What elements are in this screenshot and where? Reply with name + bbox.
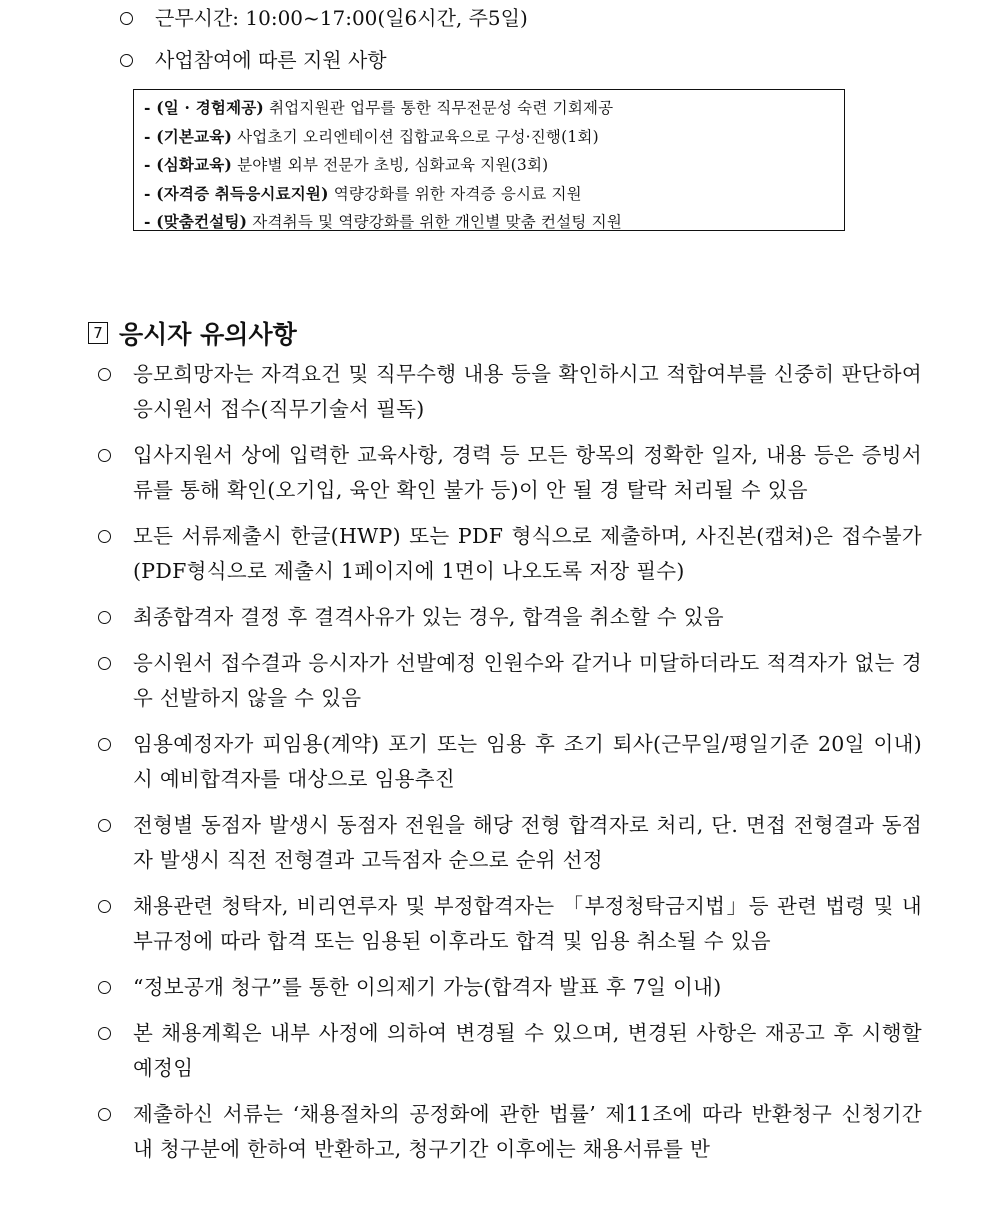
support-text: 자격취득 및 역량강화를 위한 개인별 맞춤 컨설팅 지원 (247, 213, 622, 231)
list-item (98, 357, 922, 427)
support-text: 취업지원관 업무를 통한 직무전문성 숙련 기회제공 (263, 99, 614, 117)
circle-bullet-icon (98, 449, 111, 462)
list-item (98, 889, 922, 959)
support-line (144, 123, 844, 152)
list-item (98, 438, 922, 508)
note-text: 채용관련 청탁자, 비리연루자 및 부정합격자는 「부정청탁금지법」등 관련 법령 및 내부규정에 따라 합격 또는 임용된 이후라도 합격 및 임용 취소될 수 있음 (133, 894, 922, 953)
note-text: 입사지원서 상에 입력한 교육사항, 경력 등 모든 항목의 정확한 일자, 내용 등은 증빙서류를 통해 확인(오기입, 육안 확인 불가 등)이 안 될 경 탈락 처리될 수 있음 (133, 443, 922, 502)
circle-bullet-icon (98, 1108, 111, 1121)
circle-bullet-icon (120, 12, 133, 25)
list-item (98, 727, 922, 797)
list-item (98, 1016, 922, 1086)
support-text: 분야별 외부 전문가 초빙, 심화교육 지원(3회) (232, 156, 549, 174)
section-title: 응시자 유의사항 (119, 320, 297, 349)
section-number-box: 7 (88, 322, 108, 344)
circle-bullet-icon (98, 368, 111, 381)
note-text: 응시원서 접수결과 응시자가 선발예정 인원수와 같거나 미달하더라도 적격자가 없는 경우 선발하지 않을 수 있음 (133, 651, 922, 710)
notes-list (98, 357, 922, 1178)
circle-bullet-icon (98, 981, 111, 994)
note-text: 모든 서류제출시 한글(HWP) 또는 PDF 형식으로 제출하며, 사진본(캡쳐)은 접수불가(PDF형식으로 제출시 1페이지에 1면이 나오도록 저장 필수) (133, 524, 922, 583)
support-text: 역량강화를 위한 자격증 응시료 지원 (328, 184, 582, 203)
section-heading (88, 315, 297, 351)
circle-bullet-icon (98, 530, 111, 543)
support-heading-item (120, 45, 387, 75)
support-text: 사업초기 오리엔테이션 집합교육으로 구성·진행(1회) (232, 127, 599, 146)
list-item (98, 646, 922, 716)
list-item (98, 600, 922, 635)
list-item (98, 808, 922, 878)
support-line (144, 180, 844, 209)
circle-bullet-icon (98, 611, 111, 624)
circle-bullet-icon (98, 1027, 111, 1040)
support-heading-text: 사업참여에 따른 지원 사항 (155, 48, 387, 72)
note-text: 응모희망자는 자격요건 및 직무수행 내용 등을 확인하시고 적합여부를 신중히 판단하여 응시원서 접수(직무기술서 필독) (133, 362, 922, 421)
circle-bullet-icon (120, 54, 133, 67)
note-text: 본 채용계획은 내부 사정에 의하여 변경될 수 있으며, 변경된 사항은 재공고 후 시행할 예정임 (133, 1021, 922, 1080)
work-hours-text: 근무시간: 10:00~17:00(일6시간, 주5일) (155, 6, 528, 30)
support-tag: - (일 · 경험제공) (144, 98, 264, 117)
note-text: 제출하신 서류는 ‘채용절차의 공정화에 관한 법률’ 제11조에 따라 반환청구 신청기간 내 청구분에 한하여 반환하고, 청구기간 이후에는 채용서류를 반 (133, 1102, 922, 1161)
note-text: 전형별 동점자 발생시 동점자 전원을 해당 전형 합격자로 처리, 단. 면접 전형결과 동점자 발생시 직전 전형결과 고득점자 순으로 순위 선정 (133, 813, 922, 872)
circle-bullet-icon (98, 819, 111, 832)
support-tag: - (기본교육) (144, 126, 232, 146)
circle-bullet-icon (98, 738, 111, 751)
circle-bullet-icon (98, 657, 111, 670)
support-box (133, 89, 845, 231)
circle-bullet-icon (98, 900, 111, 913)
support-tag: - (심화교육) (144, 155, 232, 174)
work-hours-item (120, 3, 528, 33)
support-line (144, 151, 844, 180)
note-text: 임용예정자가 피임용(계약) 포기 또는 임용 후 조기 퇴사(근무일/평일기준 20일 이내)시 예비합격자를 대상으로 임용추진 (133, 732, 922, 791)
support-tag: - (맞춤컨설팅) (144, 212, 248, 231)
support-line (144, 94, 844, 123)
list-item (98, 970, 922, 1005)
note-text: “정보공개 청구”를 통한 이의제기 가능(합격자 발표 후 7일 이내) (133, 975, 722, 999)
support-line (144, 208, 844, 237)
list-item (98, 519, 922, 589)
list-item (98, 1097, 922, 1167)
support-tag: - (자격증 취득응시료지원) (144, 183, 329, 203)
note-text: 최종합격자 결정 후 결격사유가 있는 경우, 합격을 취소할 수 있음 (133, 605, 724, 629)
